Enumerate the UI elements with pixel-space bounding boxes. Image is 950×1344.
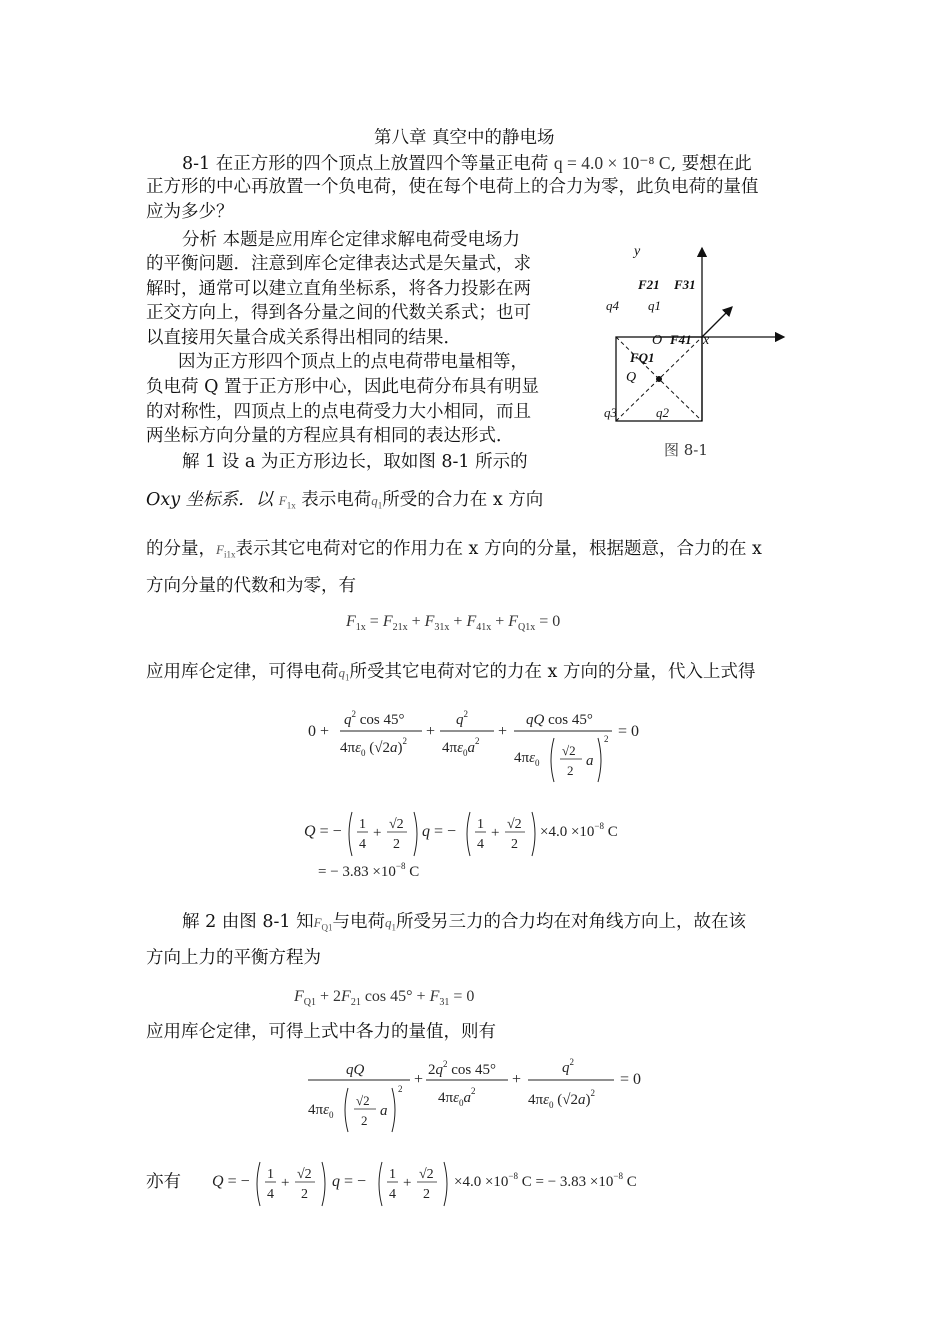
label-y: y: [634, 244, 641, 259]
analysis-line-6: 因为正方形四个顶点上的点电荷带电量相等，: [178, 352, 528, 372]
figure-caption: 图 8-1: [664, 441, 708, 459]
solution2-line-4: 亦有: [146, 1172, 181, 1192]
svg-text:qQ cos 45°: qQ cos 45°: [526, 712, 593, 728]
solution1-text-g: 所受其它电荷对它的力在 x 方向的分量，代入上式得: [349, 662, 756, 682]
charge-Q-dot: [656, 376, 662, 382]
analysis-line-5: 以直接用矢量合成关系得出相同的结果．: [146, 328, 461, 348]
svg-text:×4.0 ×10−8 C: $\times 4.0 \times 10^{-8}$ C: [540, 821, 618, 840]
label-F41: F41: [670, 332, 692, 347]
chapter-title: 第八章 真空中的静电场: [374, 128, 555, 148]
svg-text:2q2 cos 45°: $2q^2$ cos 45°: [428, 1059, 496, 1078]
analysis-line-3: 解时，通常可以建立直角坐标系，将各力投影在两: [146, 279, 531, 299]
solution2-line-1: [182, 910, 746, 940]
analysis-line-4: 正交方向上，得到各分量之间的代数关系式；也可: [146, 303, 531, 323]
label-q2: q2: [656, 405, 669, 420]
svg-text:q = −: q = −: [332, 1173, 367, 1190]
svg-text:4: 4: [389, 1187, 396, 1202]
svg-text:FQ1 + 2F21 cos 45° + F31 = 0: $F_{Q1} + 2F_{21}$ $\cos 45^\circ + F_{31} = 0$: [294, 988, 475, 1008]
svg-text:√2: √2: [356, 1093, 370, 1108]
solution1-line-4: [146, 660, 756, 690]
solution2-line-2: 方向上力的平衡方程为: [146, 948, 321, 968]
problem-tail: , 要想在此: [670, 154, 752, 174]
charge-value: q = 4.0 × 10⁻⁸ C: [553, 153, 671, 173]
solution1-text-c: 所受的合力在 x 方向: [382, 490, 544, 510]
svg-text:= 0: = 0: [620, 1071, 642, 1088]
svg-text:4πε0 (√2a)2: $4\pi\varepsilon_0$ $(√2a)^2$: [528, 1088, 595, 1110]
solution1-line-1: [146, 488, 543, 518]
svg-text:2: 2: [567, 763, 574, 778]
problem-text: 8-1 在正方形的四个顶点上放置四个等量正电荷: [182, 154, 549, 174]
svg-text:Q = −: Q = −: [304, 823, 342, 840]
svg-text:2: 2: [511, 837, 518, 852]
solution2-line-3: 应用库仑定律，可得上式中各力的量值，则有: [146, 1022, 496, 1042]
svg-text:√2: √2: [507, 817, 522, 832]
svg-text:√2: √2: [419, 1167, 434, 1182]
svg-text:+: +: [491, 825, 500, 841]
solution1-line-3: 方向分量的代数和为零，有: [146, 576, 356, 596]
svg-text:√2: √2: [562, 743, 576, 758]
solution2-text-a: 解 2 由图 8-1 知: [182, 912, 314, 932]
svg-text:√2: √2: [297, 1167, 312, 1182]
svg-text:4πε0 (√2a)2: $4\pi\varepsilon_0$ $(√2a)^2$: [340, 736, 407, 758]
svg-text:+: +: [414, 1071, 424, 1088]
solution1-text-a: Oxy 坐标系．以: [146, 490, 274, 510]
symbol-Fi1x: $F_{i1x}$: [216, 542, 236, 560]
symbol-FQ1: $F_{Q1}$: [313, 915, 333, 933]
solution1-line-2: [146, 537, 762, 567]
symbol-q1-c: $q_1$: [385, 915, 397, 933]
svg-text:1: 1: [359, 817, 366, 832]
equation-f1x-sum: [346, 606, 616, 636]
equation-q-result: [300, 806, 660, 886]
label-O: O: [652, 333, 663, 348]
svg-text:1: 1: [267, 1167, 274, 1182]
label-q4: q4: [606, 298, 619, 313]
label-q3: q3: [604, 405, 617, 420]
svg-text:1: 1: [477, 817, 484, 832]
svg-text:2: 2: [301, 1187, 308, 1202]
svg-text:Q = −: Q = −: [212, 1173, 250, 1190]
svg-text:4πε0: $4\pi\varepsilon_0$: [308, 1102, 334, 1120]
svg-text:a: a: [380, 1103, 388, 1119]
symbol-q1: $q_1$: [371, 493, 383, 511]
svg-text:+: +: [426, 723, 436, 740]
svg-text:F1x = F21x + F31x + F41x + FQ1: $F_{1x} = F_{21x} + F_{31x} + F_{41x} + F_{Q1x} = 0$: [346, 613, 561, 633]
svg-text:2: 2: [393, 837, 400, 852]
solution1-text-b: 表示电荷: [301, 490, 372, 510]
analysis-line-1: 分析 本题是应用库仑定律求解电荷受电场力: [182, 230, 521, 250]
svg-text:4: 4: [267, 1187, 274, 1202]
svg-text:+: +: [281, 1175, 290, 1191]
svg-text:4: 4: [477, 837, 484, 852]
label-F21: F21: [638, 277, 660, 292]
svg-text:4πε0a2: $4\pi\varepsilon_0a^2$: [442, 736, 480, 758]
equation-magnitudes: [306, 1052, 666, 1136]
svg-text:0 +: 0 +: [308, 723, 330, 740]
figure-8-1: [596, 236, 796, 458]
analysis-line-7: 负电荷 Q 置于正方形中心，因此电荷分布具有明显: [146, 377, 539, 397]
svg-text:q2: $q^2$: [562, 1057, 574, 1076]
solution2-text-b: 与电荷: [332, 912, 386, 932]
label-Q: Q: [626, 370, 637, 385]
svg-text:4πε0a2: $4\pi\varepsilon_0a^2$: [438, 1086, 476, 1108]
equation-q-final: [210, 1156, 710, 1210]
label-x: x: [703, 333, 710, 348]
svg-text:2: 2: [423, 1187, 430, 1202]
symbol-F1x: $F_{1x}$: [278, 493, 296, 511]
problem-line-3: 应为多少？: [146, 202, 234, 222]
solution1-text-f: 应用库仑定律，可得电荷: [146, 662, 339, 682]
symbol-q1-b: $q_1$: [338, 665, 350, 683]
svg-text:2: 2: [604, 734, 609, 744]
solution1-text-e: 表示其它电荷对它的作用力在 x 方向的分量，根据题意，合力的在 x: [235, 539, 762, 559]
svg-text:qQ: qQ: [346, 1062, 365, 1078]
svg-text:4: 4: [359, 837, 366, 852]
svg-text:q = −: q = −: [422, 823, 457, 840]
svg-text:+: +: [373, 825, 382, 841]
problem-line-1: [182, 151, 752, 176]
label-F31: F31: [674, 277, 696, 292]
analysis-line-9: 两坐标方向分量的方程应具有相同的表达形式．: [146, 426, 514, 446]
solution1-text-d: 的分量，: [146, 539, 216, 559]
svg-text:+: +: [403, 1175, 412, 1191]
svg-text:√2: √2: [389, 817, 404, 832]
svg-text:a: a: [586, 753, 594, 769]
svg-text:4πε0: $4\pi\varepsilon_0$: [514, 750, 540, 768]
svg-text:q2 cos 45°: $q^2$ cos 45°: [344, 709, 405, 728]
solution1-intro: 解 1 设 a 为正方形边长，取如图 8-1 所示的: [182, 452, 528, 472]
svg-text:×4.0 ×10−8 C = − 3.83 ×10−8 C: $\times 4.0 \times 10^{-8}$ C = − $3.83 \times 10^{-8}$ C: [454, 1171, 637, 1190]
figure-labels: [604, 244, 710, 420]
svg-text:= 0: = 0: [618, 723, 640, 740]
svg-text:1: 1: [389, 1167, 396, 1182]
solution2-text-c: 所受另三力的合力均在对角线方向上，故在该: [396, 912, 747, 932]
svg-text:+: +: [498, 723, 508, 740]
label-FQ1: FQ1: [630, 350, 655, 365]
svg-text:2: 2: [398, 1084, 403, 1094]
equation-coulomb-x: [306, 700, 666, 784]
equation-balance: [294, 982, 514, 1010]
label-q1: q1: [648, 298, 661, 313]
svg-text:= − 3.83 ×10−8 C: = − $3.83 \times 10^{-8}$ C: [318, 861, 420, 880]
analysis-line-8: 的对称性，四顶点上的点电荷受力大小相同，而且: [146, 402, 531, 422]
problem-line-2: 正方形的中心再放置一个负电荷，使在每个电荷上的合力为零，此负电荷的量值: [146, 177, 759, 197]
svg-text:+: +: [512, 1071, 522, 1088]
svg-text:2: 2: [361, 1113, 368, 1128]
analysis-line-2: 的平衡问题．注意到库仑定律表达式是矢量式，求: [146, 254, 531, 274]
svg-text:q2: $q^2$: [456, 709, 468, 728]
